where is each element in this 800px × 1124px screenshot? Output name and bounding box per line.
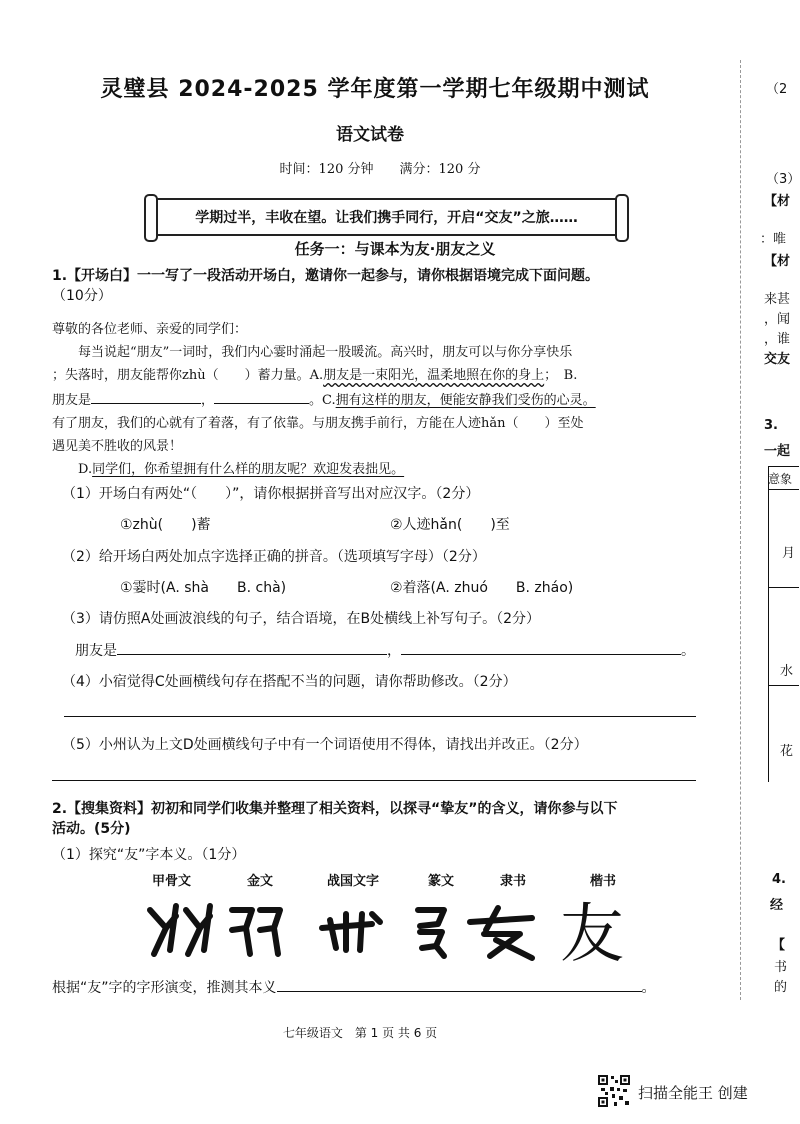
passage-line-5: 遇见美不胜收的风景！ [52,439,183,454]
script-label-lishu: 隶书 [500,874,527,889]
q1-sub3-answer: 朋友是 ， 。 [75,640,700,661]
jinwen-glyph [232,910,280,954]
exam-subtitle: 语文试卷 [336,125,404,145]
zhuanwen-glyph [418,910,444,956]
script-label-jinwen: 金文 [247,874,274,889]
page-footer: 七年级语文 第 1 页 共 6 页 [282,1026,438,1040]
q1-sub2: （2）给开场白两处加点字选择正确的拼音。（选项填写字母）（2分） [62,549,486,565]
passage-greeting: 尊敬的各位老师、亲爱的同学们： [52,322,248,337]
q1-sub1-option2[interactable]: ②人迹hǎn( )至 [390,517,510,533]
q1-sub2-option1[interactable]: ①霎时(A. shà B. chà) [120,580,287,596]
script-labels [140,870,660,890]
q1-sub2-option2[interactable]: ②着落(A. zhuó B. zháo) [390,580,574,596]
exam-title: 灵璧县 2024-2025 学年度第一学期七年级期中测试 [100,77,650,102]
glyph-strip [140,888,660,972]
infer-answer-line[interactable] [277,977,642,992]
q1-sub4: （4）小宿觉得C处画横线句存在搭配不当的问题，请你帮助修改。（2分） [62,674,517,690]
task-title: 任务一：与课本为友·朋友之义 [294,240,496,258]
blank-b1[interactable] [91,389,201,404]
sentence-d: 同学们，你希望拥有什么样的朋友呢？欢迎发表拙见。 [92,462,405,477]
script-label-zhanguo: 战国文字 [327,874,380,889]
intro-banner [152,198,621,236]
q2-infer: 根据“友”字的字形演变，推测其本义 。 [52,977,702,998]
q1-stem: 1.【开场白】一一写了一段活动开场白，邀请你一起参与，请你根据语境完成下面问题。 （10分） [52,268,600,304]
scanner-watermark: 扫描全能王 创建 [638,1084,748,1102]
script-label-kaishu: 楷书 [590,874,617,889]
script-label-jiaguwen: 甲骨文 [152,874,192,889]
q1-passage [52,320,702,480]
sub4-answer-line[interactable] [64,716,696,717]
sentence-c: 拥有这样的朋友，便能安静我们受伤的心灵。 [335,393,596,408]
next-page-table [768,466,799,782]
kaishu-glyph: 友 [560,898,624,972]
q1-sub5: （5）小州认为上文D处画横线句子中有一个词语使用不得体，请找出并改正。（2分） [62,737,588,753]
passage-line-6: D.同学们，你希望拥有什么样的朋友呢？欢迎发表拙见。 [78,462,405,477]
page-fold-divider [740,60,741,1000]
jiaguwen-glyph [150,906,210,954]
sentence-a: 朋友是一束阳光，温柔地照在你的身上 [323,368,545,383]
qr-code-icon [597,1074,631,1108]
banner-text: 学期过半，丰收在望。让我们携手同行，开启“交友”之旅…… [195,210,578,226]
passage-line-4: 有了朋友，我们的心就有了着落，有了依靠。与朋友携手前行，方能在人迹hǎn（ ）至处 [52,416,584,431]
passage-line-1: 每当说起“朋友”一词时，我们内心霎时涌起一股暖流。高兴时，朋友可以与你分享快乐 [78,345,573,360]
passage-line-3: 朋友是 ， 。C.拥有这样的朋友，便能安静我们受伤的心灵。 [52,389,702,411]
you-character-evolution [140,888,660,972]
zhanguo-glyph [322,914,380,950]
passage-line-2: ；失落时，朋友能帮你zhù（ ）蓄力量。A.朋友是一束阳光，温柔地照在你的身上； B. [52,368,578,383]
sub5-answer-line[interactable] [52,780,696,781]
blank-b2[interactable] [214,389,309,404]
q1-sub1: （1）开场白有两处“（ ）”，请你根据拼音写出对应汉字。（2分） [62,486,480,502]
q2-stem: 2.【搜集资料】初初和同学们收集并整理了相关资料，以探寻“挚友”的含义，请你参与以下 活动。(5分) [52,801,618,837]
exam-meta: 时间：120 分钟 满分：120 分 [279,162,481,177]
next-page-fragment: （2 （3） 【材 ：唯 【材 来甚 ，闻 ，谁 交友 3. 一起 意象 月 水 花 4. 经 【 书 的 [760,82,800,995]
sub3-blank-2[interactable] [401,640,681,655]
sub3-blank-1[interactable] [117,640,387,655]
script-label-zhuanwen: 篆文 [428,874,455,889]
q1-sub1-option1[interactable]: ①zhù( )蓄 [120,517,211,533]
q2-sub1: （1）探究“友”字本义。（1分） [52,847,246,863]
q1-sub3: （3）请仿照A处画波浪线的句子，结合语境，在B处横线上补写句子。（2分） [62,611,540,627]
lishu-glyph [470,908,532,958]
